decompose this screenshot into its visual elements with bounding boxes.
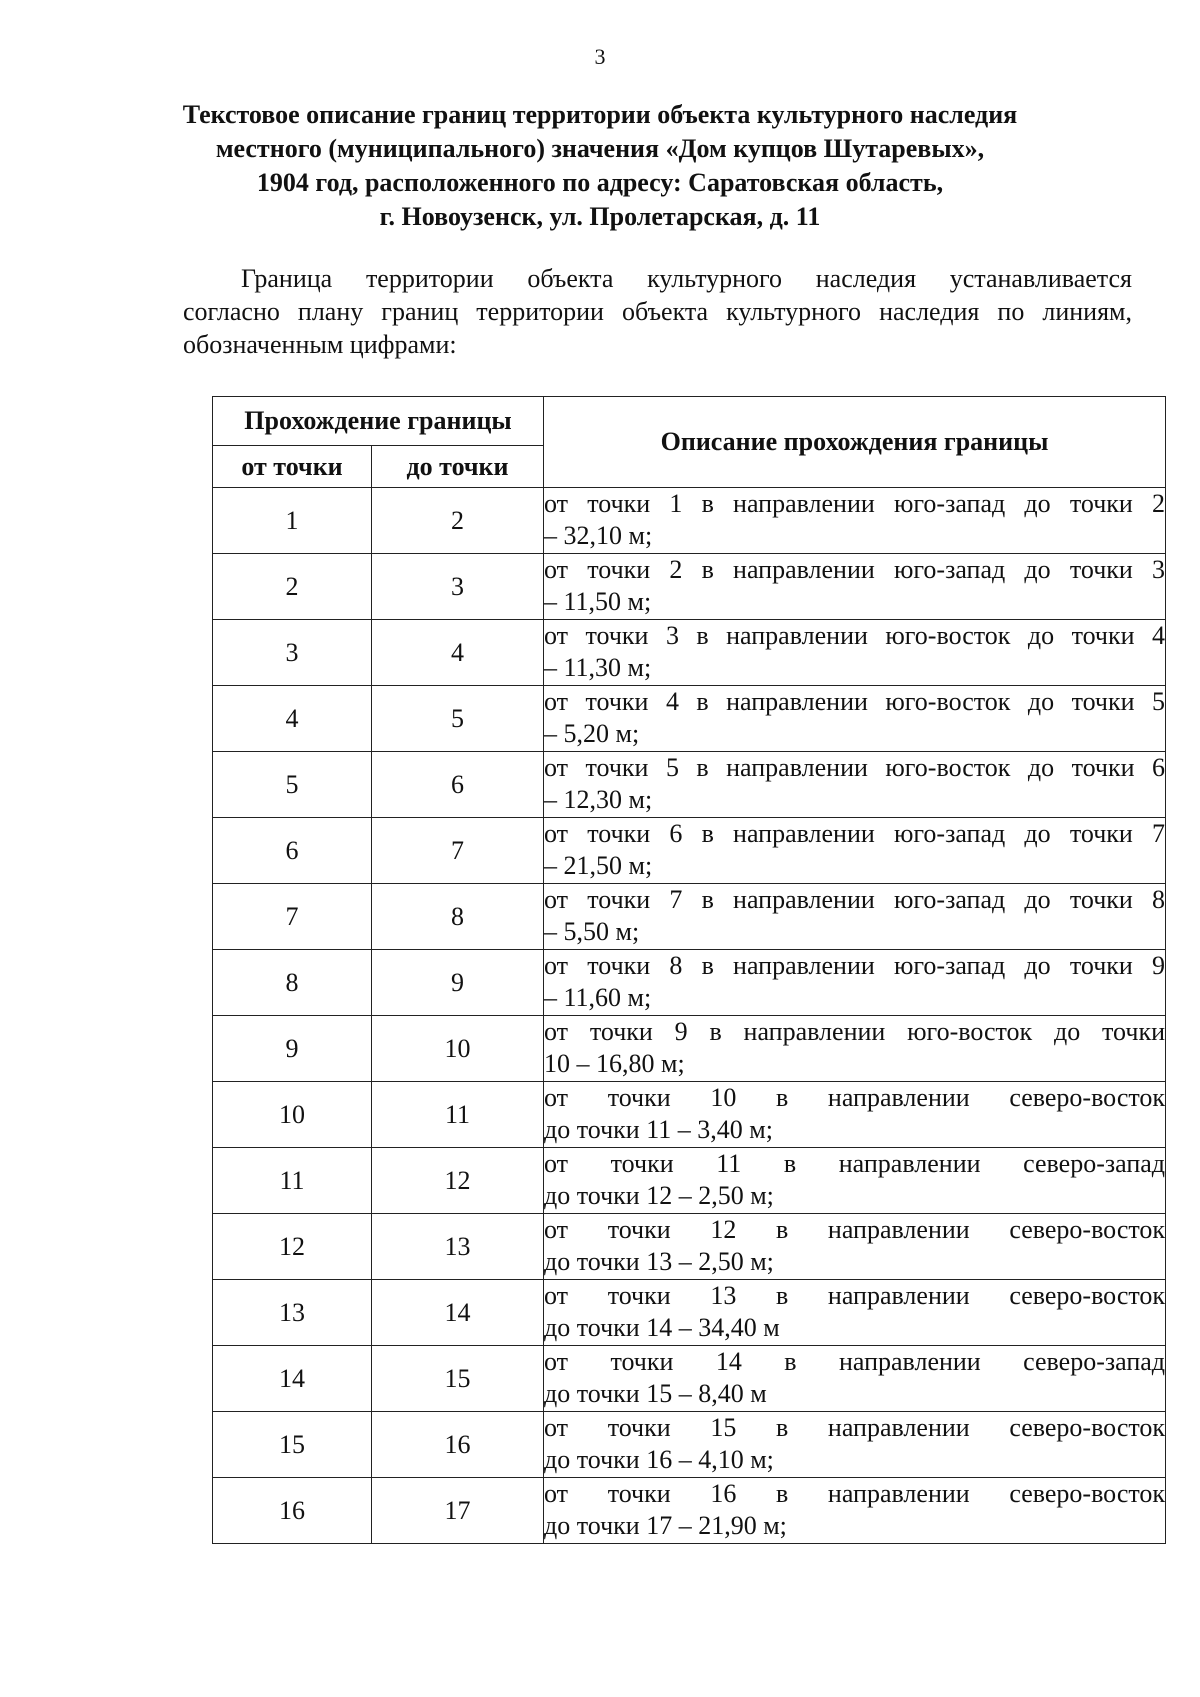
to-point-cell: 4 xyxy=(372,620,544,686)
description-line: – 11,60 м; xyxy=(544,983,652,1012)
description-line: – 32,10 м; xyxy=(544,521,653,550)
page-number: 3 xyxy=(594,44,606,69)
document-title xyxy=(150,98,1050,234)
table-row xyxy=(213,884,1166,950)
title-line: местного (муниципального) значения «Дом купцов Шутаревых», xyxy=(215,134,985,163)
description-line: – 5,20 м; xyxy=(544,719,640,748)
table-row xyxy=(213,818,1166,884)
table-row xyxy=(213,1280,1166,1346)
table-row xyxy=(213,488,1166,554)
to-point-cell: 14 xyxy=(372,1280,544,1346)
description-line: – 11,30 м; xyxy=(544,653,652,682)
description-line: до точки 17 – 21,90 м; xyxy=(544,1511,787,1540)
description-cell xyxy=(544,818,1166,884)
table-row xyxy=(213,1412,1166,1478)
to-point-cell: 3 xyxy=(372,554,544,620)
description-line: от точки 14 в направлении северо-запад xyxy=(544,1347,1166,1376)
header-to-point: до точки xyxy=(372,446,544,488)
table-row xyxy=(213,1016,1166,1082)
from-point-cell: 1 xyxy=(213,488,372,554)
description-cell xyxy=(544,884,1166,950)
to-point-cell: 12 xyxy=(372,1148,544,1214)
to-point-cell: 9 xyxy=(372,950,544,1016)
table-row xyxy=(213,1082,1166,1148)
description-line: от точки 4 в направлении юго-восток до точки 5 xyxy=(544,687,1166,716)
description-cell xyxy=(544,1412,1166,1478)
header-description: Описание прохождения границы xyxy=(544,397,1166,488)
table-row xyxy=(213,686,1166,752)
from-point-cell: 2 xyxy=(213,554,372,620)
table-row xyxy=(213,554,1166,620)
from-point-cell: 12 xyxy=(213,1214,372,1280)
description-cell xyxy=(544,1148,1166,1214)
description-line: до точки 14 – 34,40 м xyxy=(544,1313,780,1342)
description-line: до точки 11 – 3,40 м; xyxy=(544,1115,773,1144)
from-point-cell: 10 xyxy=(213,1082,372,1148)
title-line: 1904 год, расположенного по адресу: Саратовская область, xyxy=(256,168,944,197)
from-point-cell: 6 xyxy=(213,818,372,884)
from-point-cell: 7 xyxy=(213,884,372,950)
description-line: от точки 10 в направлении северо-восток xyxy=(544,1083,1166,1112)
to-point-cell: 15 xyxy=(372,1346,544,1412)
description-line: – 11,50 м; xyxy=(544,587,652,616)
description-line: – 5,50 м; xyxy=(544,917,640,946)
description-cell xyxy=(544,1082,1166,1148)
description-cell xyxy=(544,1346,1166,1412)
description-line: до точки 12 – 2,50 м; xyxy=(544,1181,774,1210)
description-line: от точки 9 в направлении юго-восток до точки xyxy=(544,1017,1166,1046)
from-point-cell: 11 xyxy=(213,1148,372,1214)
description-line: от точки 5 в направлении юго-восток до точки 6 xyxy=(544,753,1166,782)
title-line: г. Новоузенск, ул. Пролетарская, д. 11 xyxy=(379,202,821,231)
description-line: от точки 8 в направлении юго-запад до точки 9 xyxy=(544,951,1166,980)
to-point-cell: 17 xyxy=(372,1478,544,1544)
table-body xyxy=(213,488,1166,1544)
description-cell xyxy=(544,950,1166,1016)
table-row xyxy=(213,1148,1166,1214)
description-cell xyxy=(544,1280,1166,1346)
from-point-cell: 9 xyxy=(213,1016,372,1082)
description-cell xyxy=(544,488,1166,554)
description-line: от точки 7 в направлении юго-запад до точки 8 xyxy=(544,885,1166,914)
table-row xyxy=(213,1346,1166,1412)
from-point-cell: 8 xyxy=(213,950,372,1016)
table-row xyxy=(213,950,1166,1016)
description-cell xyxy=(544,1214,1166,1280)
intro-paragraph xyxy=(183,262,1132,361)
description-line: от точки 11 в направлении северо-запад xyxy=(544,1149,1166,1178)
title-line: Текстовое описание границ территории объекта культурного наследия xyxy=(182,100,1018,129)
from-point-cell: 13 xyxy=(213,1280,372,1346)
intro-line: согласно плану границ территории объекта культурного наследия по линиям, xyxy=(183,297,1132,326)
header-boundary-passage: Прохождение границы xyxy=(213,397,544,446)
to-point-cell: 13 xyxy=(372,1214,544,1280)
from-point-cell: 14 xyxy=(213,1346,372,1412)
from-point-cell: 4 xyxy=(213,686,372,752)
description-cell xyxy=(544,752,1166,818)
to-point-cell: 2 xyxy=(372,488,544,554)
to-point-cell: 10 xyxy=(372,1016,544,1082)
to-point-cell: 16 xyxy=(372,1412,544,1478)
description-line: от точки 12 в направлении северо-восток xyxy=(544,1215,1166,1244)
intro-line: обозначенным цифрами: xyxy=(183,330,457,359)
description-line: от точки 1 в направлении юго-запад до точки 2 xyxy=(544,489,1166,518)
description-cell xyxy=(544,686,1166,752)
to-point-cell: 5 xyxy=(372,686,544,752)
to-point-cell: 8 xyxy=(372,884,544,950)
description-line: от точки 3 в направлении юго-восток до точки 4 xyxy=(544,621,1166,650)
table-row xyxy=(213,752,1166,818)
from-point-cell: 16 xyxy=(213,1478,372,1544)
description-line: от точки 16 в направлении северо-восток xyxy=(544,1479,1166,1508)
description-line: от точки 2 в направлении юго-запад до точки 3 xyxy=(544,555,1166,584)
to-point-cell: 6 xyxy=(372,752,544,818)
table-row xyxy=(213,620,1166,686)
table-row xyxy=(213,1214,1166,1280)
description-cell xyxy=(544,1478,1166,1544)
description-line: до точки 15 – 8,40 м xyxy=(544,1379,767,1408)
description-line: 10 – 16,80 м; xyxy=(544,1049,685,1078)
boundary-table xyxy=(212,396,1166,1544)
description-line: до точки 13 – 2,50 м; xyxy=(544,1247,774,1276)
intro-line: Граница территории объекта культурного наследия устанавливается xyxy=(241,264,1132,293)
to-point-cell: 11 xyxy=(372,1082,544,1148)
from-point-cell: 15 xyxy=(213,1412,372,1478)
description-cell xyxy=(544,620,1166,686)
description-line: до точки 16 – 4,10 м; xyxy=(544,1445,774,1474)
from-point-cell: 5 xyxy=(213,752,372,818)
description-cell xyxy=(544,1016,1166,1082)
description-line: от точки 13 в направлении северо-восток xyxy=(544,1281,1166,1310)
description-line: от точки 15 в направлении северо-восток xyxy=(544,1413,1166,1442)
description-line: – 12,30 м; xyxy=(544,785,653,814)
from-point-cell: 3 xyxy=(213,620,372,686)
description-cell xyxy=(544,554,1166,620)
to-point-cell: 7 xyxy=(372,818,544,884)
description-line: – 21,50 м; xyxy=(544,851,653,880)
header-from-point: от точки xyxy=(213,446,372,488)
description-line: от точки 6 в направлении юго-запад до точки 7 xyxy=(544,819,1166,848)
table-row xyxy=(213,1478,1166,1544)
